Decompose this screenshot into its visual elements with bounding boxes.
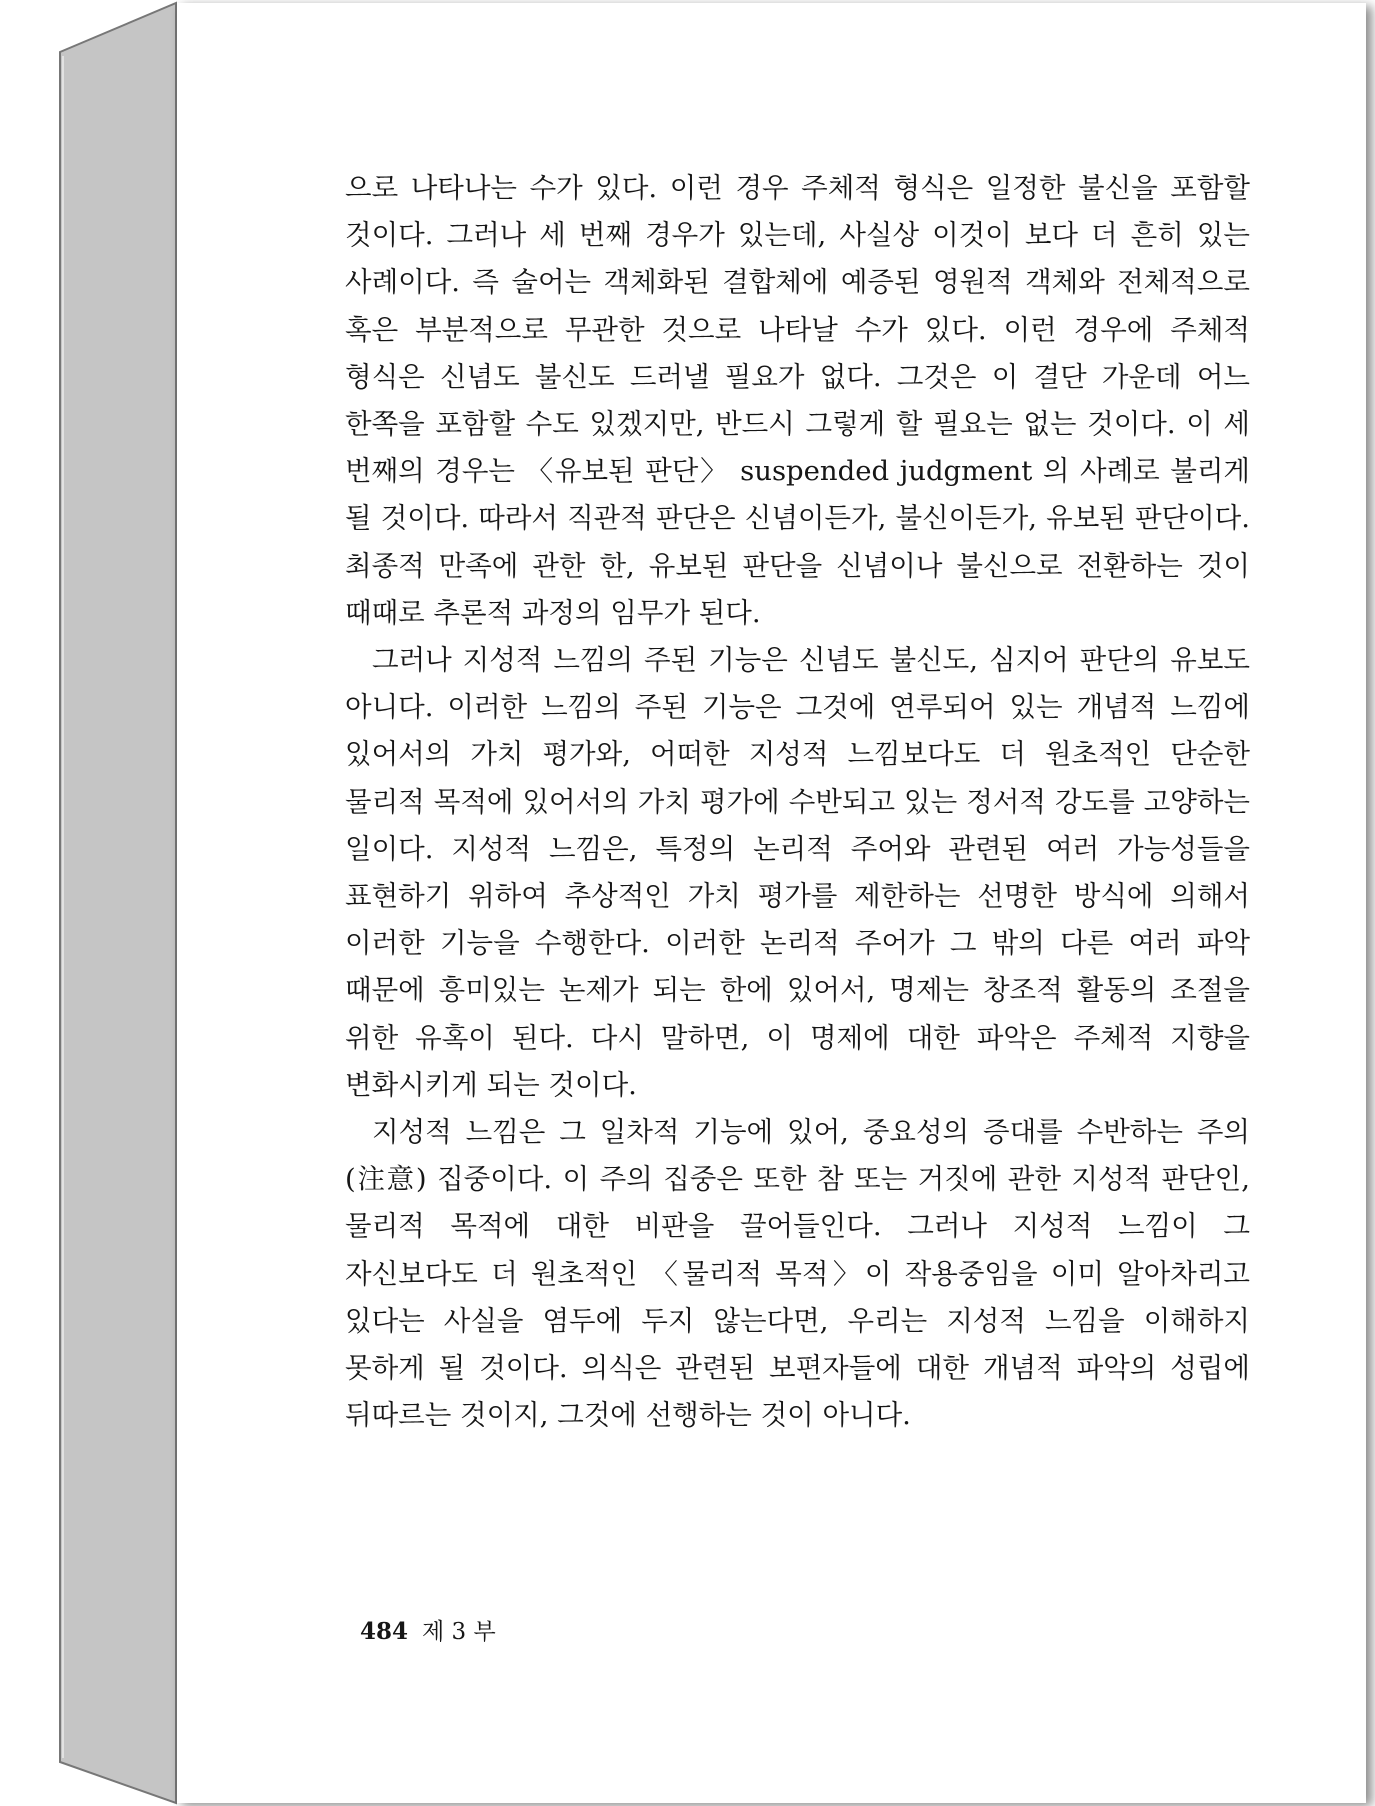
page-number: 484 (360, 1618, 409, 1645)
part-label: 제 3 부 (422, 1619, 496, 1645)
book-spine-face (60, 3, 176, 1803)
page-footer (360, 1613, 496, 1646)
paragraph-3: 지성적 느낌은 그 일차적 기능에 있어, 중요성의 증대를 수반하는 주의(注意) 집중이다. 이 주의 집중은 또한 참 또는 거짓에 관한 지성적 판단인, 물리적 목적에 대한 비판을 끌어들인다. 그러나 지성적 느낌이 그 자신보다도 더 원초적인 〈물리적 목적〉이 작용중임을 이미 알아차리고 있다는 사실을 염두에 두지 않는다면, 우리는 지성적 느낌을 이해하지 못하게 될 것이다. 의식은 관련된 보편자들에 대한 개념적 파악의 성립에 뒤따르는 것이지, 그것에 선행하는 것이 아니다. (345, 1116, 1250, 1432)
body-text (345, 165, 1250, 1439)
paragraph-1: 으로 나타나는 수가 있다. 이런 경우 주체적 형식은 일정한 불신을 포함할 것이다. 그러나 세 번째 경우가 있는데, 사실상 이것이 보다 더 흔히 있는 사례이다. 즉 술어는 객체화된 결합체에 예증된 영원적 객체와 전체적으로 혹은 부분적으로 무관한 것으로 나타날 수가 있다. 이런 경우에 주체적 형식은 신념도 불신도 드러낼 필요가 없다. 그것은 이 결단 가운데 어느 한쪽을 포함할 수도 있겠지만, 반드시 그렇게 할 필요는 없는 것이다. 이 세 번째의 경우는 〈유보된 판단〉 suspended judgment 의 사례로 불리게 될 것이다. 따라서 직관적 판단은 신념이든가, 불신이든가, 유보된 판단이다. 최종적 만족에 관한 한, 유보된 판단을 신념이나 불신으로 전환하는 것이 때때로 추론적 과정의 임무가 된다. (345, 172, 1250, 629)
document-page (176, 3, 1366, 1803)
book-spine-edge (0, 0, 200, 1806)
paragraph-2: 그러나 지성적 느낌의 주된 기능은 신념도 불신도, 심지어 판단의 유보도 아니다. 이러한 느낌의 주된 기능은 그것에 연루되어 있는 개념적 느낌에 있어서의 가치 평가와, 어떠한 지성적 느낌보다도 더 원초적인 단순한 물리적 목적에 있어서의 가치 평가에 수반되고 있는 정서적 강도를 고양하는 일이다. 지성적 느낌은, 특정의 논리적 주어와 관련된 여러 가능성들을 표현하기 위하여 추상적인 가치 평가를 제한하는 선명한 방식에 의해서 이러한 기능을 수행한다. 이러한 논리적 주어가 그 밖의 다른 여러 파악 때문에 흥미있는 논제가 되는 한에 있어서, 명제는 창조적 활동의 조절을 위한 유혹이 된다. 다시 말하면, 이 명제에 대한 파악은 주체적 지향을 변화시키게 되는 것이다. (345, 644, 1250, 1101)
